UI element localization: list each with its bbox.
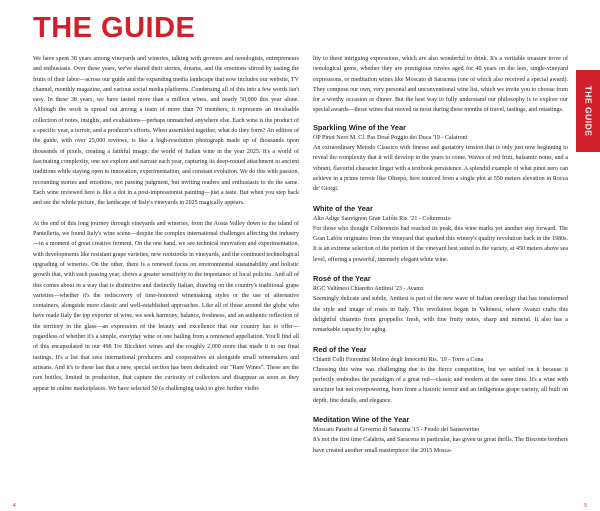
award-heading: Sparkling Wine of the Year <box>313 122 407 132</box>
award-description: An extraordinary Metodo Classico with finesse and gustatory tension that is only just now beginning to reveal the complexity that it will develop in the years to come. Waves of red fruit, balsamic notes, and a vibrant, flavorful character linger with a textbook persistence. A splendid example of what pinot nero can achieve in a prime terroir like Oltrepò, here sourced from a single plot at 550 meters elevation in Rocca de' Giorgi. <box>313 145 568 193</box>
page-number-right: 5 <box>584 503 587 509</box>
left-column <box>33 54 299 404</box>
award-wine: RGC Valtènesi Chiaretto Antitesi '23 - Avanzi <box>313 286 424 293</box>
paragraph: We have spent 38 years among vineyards and wineries, talking with growers and oenologists, entrepreneurs and enthusiasts. Over these years, we've shared their stories, dreams, and the emotions stirred by tasting the fruits of their labor—across our guide and the expanding media landscape that now includes our website, TV channel, monthly magazine, and various social media platforms. Condensing all of this into a few words isn't easy. In these 38 years, we have tasted more than a million wines, and nearly 50,000 this year alone. Although the work is spread out among a team of more than 70 members, it represents an invaluable collection of notes, insights, and evaluations—perhaps unmatched anywhere else. Each wine is the product of a specific year, a terroir, and a producer's efforts. When assembled together, what do they form? An edition of the guide, with over 25,000 reviews, is like a high-resolution photograph made up of thousands upon thousands of pixels, creating a faithful image: the world of Italian wine in the year 2025. It's a world of fascinating complexity, one we explore and narrate each year, capturing its deep-rooted attachment to ancient traditions while staying open to innovation, experimentation, and constant evolution. We do this with passion, recounting stories and emotions, not passing judgment, but inviting readers and enthusiasts to do the same. Each wine reviewed here is like a dot in a post-impressionist painting—just a taste. But when you step back and see the whole picture, the landscape of Italy's vineyards in 2025 magically appears. <box>33 56 299 207</box>
award-red <box>313 344 568 406</box>
section-tab-label: THE GUIDE <box>583 85 593 137</box>
award-wine: Moscato Passito al Governo di Saracena '15 - Feudo dei Sanseverino <box>313 427 480 434</box>
award-wine: Alto Adige Sauvignon Gran Lafóis Ris. '21 - Colterenzio <box>313 215 451 222</box>
award-sparkling <box>313 122 568 195</box>
award-description: It's not the first time Calabria, and Saracena in particular, has given us great thrills. The Bisconte brothers have created another small masterpiece: the 2015 Mosca- <box>313 437 568 454</box>
paragraph: At the end of this long journey through vineyards and wineries, from the Aosta Valley down to the island of Pantelleria, we found Italy's wine scene—despite the complex international challenges affecting the industry—in a moment of great creative ferment. On the one hand, we see technical innovation and experimentation, with developments like resistant grape varieties, new rootstocks in vineyards, and the continued technological upgrading of wineries. On the other, there is a renewed focus on environmental sustainability and holistic growth that, with each passing year, shows a greater sensitivity to the importance of local policies. And all of this comes about in a way that is distinctive and distinctly Italian, drawing on the country's traditional grape varieties—whether it's the rediscovery of time-honored winemaking styles or the use of alternative containers, alongside more classic and well-established approaches. Like all of those around the globe who have made Italy the top exporter of wine, we seek harmony, balance, freshness, and an authentic reflection of the territory in the glass—an expression of the beauty and excellence that our country has to offer—regardless of whether it's a simple, everyday wine or one hailing from a renowned appellation. You'll find all of this encapsulated in our 498 Tre Bicchieri wines and the roughly 2,000 more that made it to our final tastings. It's a list that sees international producers and cooperatives sit alongside small winemakers and artisans. And it's to these last that a new, special section has been dedicated: our "Rare Wines". These are the rare bottles, limited in production, that capture the curiosity of collectors and disappear as soon as they appear in online marketplaces. We have selected 50 (a challenging task) to give further visibi- <box>33 220 299 392</box>
award-rose <box>313 273 568 335</box>
award-meditation <box>313 414 568 456</box>
award-heading: White of the Year <box>313 203 373 213</box>
page-number-left: 4 <box>13 503 16 509</box>
award-description: Seemingly delicate and subtle, Antitesi is part of the new wave of Italian oenology that has transformed the style and image of rosés in Italy. This revolution began in Valtènesi, where Avanzi crafts this delightful chiaretto from groppello: fresh, with fine fruity notes, sharp and mineral. It also has a remarkable capacity for aging. <box>313 296 568 334</box>
award-wine: Chianti Colli Fiorentini Molino degli Innocenti Ris. '19 - Torre a Cona <box>313 356 484 363</box>
award-heading: Red of the Year <box>313 344 367 354</box>
paragraph: lity to these intriguing expressions, which are also wonderful to drink. It's a veritable treasure trove of oenological gems, whether they are prestigious cuvées aged for 40 years on the lees, single-vineyard expressions, or meditation wines like Moscato di Saracena (one of which also received a special award). They compose our own, very personal and unconventional wine list, which we invite you to choose from for a worthy occasion or dinner. But the best way to fully understand our philosophy is to explore our special awards—those wines that moved us most during these months of travel, tastings, and retastings. <box>313 56 568 114</box>
award-wine: OP Pinot Nero M. Cl. Pas Dosé Poggio dei Duca '19 - Calatroni <box>313 134 468 141</box>
award-description: Choosing this wine was challenging due to the fierce competition, but we settled on it because it perfectly embodies the paradigm of a great red—classic and modern at the same time. It's a wine with structure but not overpowering, born from a historic terroir and an indigenous grape variety, all built on depth, fine details, and elegance. <box>313 366 568 404</box>
award-description: For those who thought Colterenzio had reached its peak, this wine marks yet another step forward. The Gran Lafóis originates from the vineyard that sparked this winery's quality revolution back in the 1980s. It is an extreme selection of the portion of the vineyard best suited to the variety, at 450 meters above sea level, offering a powerful, intensely elegant white wine. <box>313 225 568 263</box>
section-tab <box>576 70 600 152</box>
page-title: THE GUIDE <box>33 12 196 44</box>
award-heading: Rosé of the Year <box>313 274 371 284</box>
right-column <box>313 54 568 464</box>
award-white <box>313 203 568 265</box>
award-heading: Meditation Wine of the Year <box>313 415 410 425</box>
